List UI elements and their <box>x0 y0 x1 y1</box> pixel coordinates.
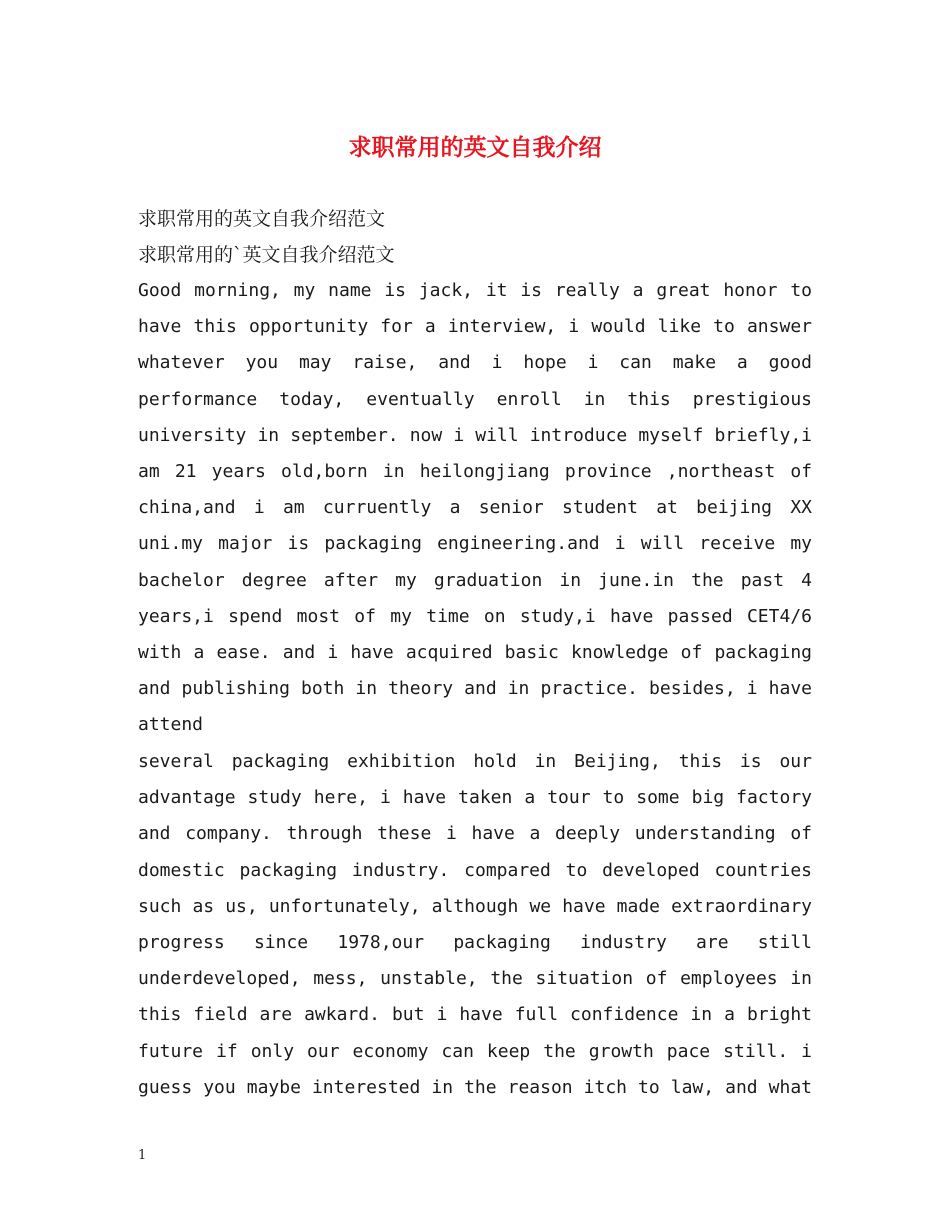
page-title: 求职常用的英文自我介绍 <box>348 134 602 161</box>
text-line: Good morning, my name is jack, it is really a great honor to <box>138 280 812 301</box>
body-paragraph-1 <box>138 273 812 743</box>
text-line: performance today, eventually enroll in this prestigious <box>138 388 812 410</box>
body-paragraph-2 <box>138 744 812 1106</box>
text-line: university in september. now i will introduce myself briefly,i <box>138 424 812 446</box>
text-line: years,i spend most of my time on study,i have passed CET4/6 <box>138 605 812 627</box>
page-number: 1 <box>138 1148 147 1163</box>
text-line: china,and i am curruently a senior student at beijing XX <box>138 497 812 519</box>
text-line: bachelor degree after my graduation in june.in the past 4 <box>138 569 812 591</box>
text-line: guess you maybe interested in the reason itch to law, and what <box>138 1076 812 1098</box>
text-line: future if only our economy can keep the growth pace still. i <box>138 1040 812 1062</box>
text-line: several packaging exhibition hold in Beijing, this is our <box>138 751 812 772</box>
text-line: advantage study here, i have taken a tour to some big factory <box>138 787 812 809</box>
text-line: attend <box>138 714 204 736</box>
subtitle-2: 求职常用的`英文自我介绍范文 <box>138 244 395 266</box>
text-line: uni.my major is packaging engineering.and i will receive my <box>138 533 812 555</box>
text-line: progress since 1978,our packaging industry are still <box>138 931 812 953</box>
text-line: domestic packaging industry. compared to developed countries <box>138 859 812 881</box>
text-line: have this opportunity for a interview, i would like to answer <box>138 316 812 338</box>
text-line: and publishing both in theory and in practice. besides, i have <box>138 678 812 700</box>
text-line: with a ease. and i have acquired basic knowledge of packaging <box>138 641 812 663</box>
text-line: this field are awkard. but i have full confidence in a bright <box>138 1004 812 1026</box>
text-line: am 21 years old,born in heilongjiang province ,northeast of <box>138 460 812 482</box>
text-line: such as us, unfortunately, although we have made extraordinary <box>138 895 812 917</box>
text-line: underdeveloped, mess, unstable, the situation of employees in <box>138 968 812 990</box>
text-line: and company. through these i have a deeply understanding of <box>138 823 812 845</box>
subtitle-1: 求职常用的英文自我介绍范文 <box>138 208 386 230</box>
text-line: whatever you may raise, and i hope i can make a good <box>138 352 812 374</box>
